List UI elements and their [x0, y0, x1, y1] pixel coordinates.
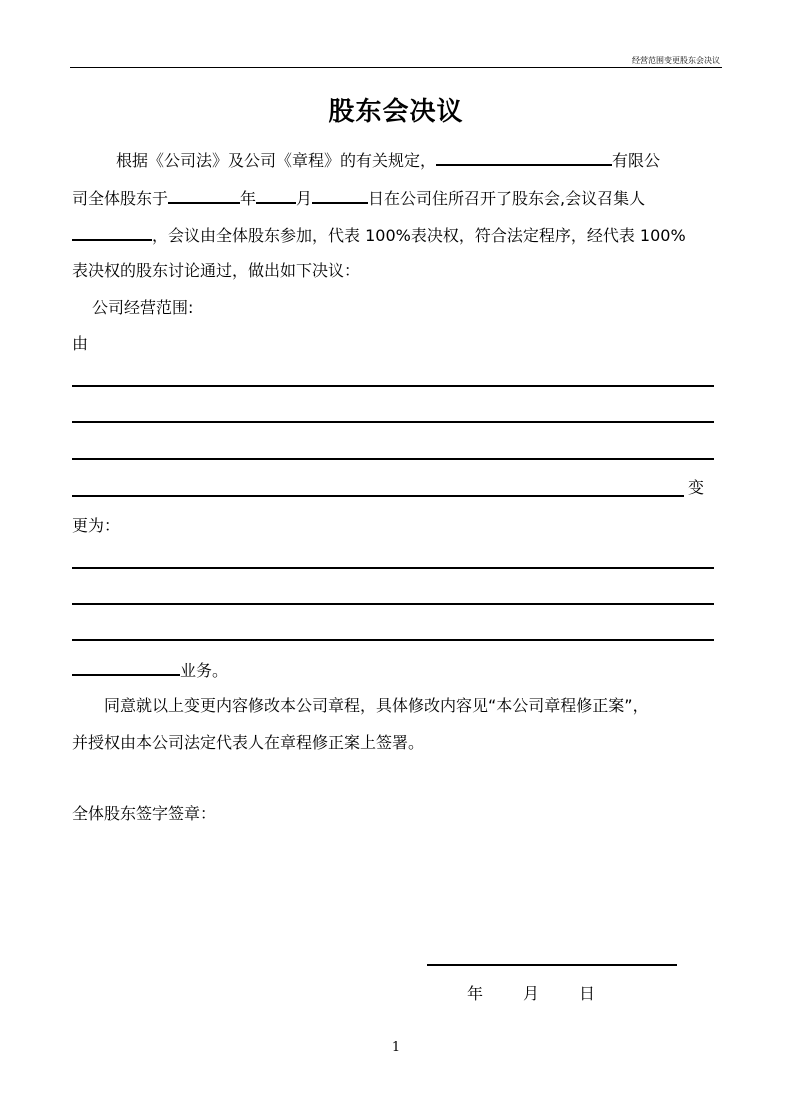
new-scope-line-3 — [72, 639, 714, 641]
original-scope-line-4 — [72, 495, 684, 497]
original-scope-line-1 — [72, 385, 714, 387]
date-month-label: 月 — [523, 984, 540, 1003]
company-suffix-text: 有限公 — [612, 151, 661, 170]
meeting-date-intro: 司全体股东于 — [72, 189, 169, 208]
resolution-intro-text: 表决权的股东讨论通过，做出如下决议： — [72, 261, 361, 280]
date-year-label: 年 — [467, 984, 484, 1003]
change-char: 变 — [688, 478, 705, 497]
consent-line-1: 同意就以上变更内容修改本公司章程，具体修改内容见“本公司章程修正案”， — [104, 696, 649, 715]
document-title: 股东会决议 — [328, 97, 464, 127]
signature-label: 全体股东签字签章： — [72, 804, 217, 823]
paragraph-line-1 — [116, 148, 660, 172]
signature-line — [427, 964, 677, 966]
business-suffix-text: 业务。 — [180, 661, 229, 680]
new-scope-final-line — [72, 658, 228, 682]
paragraph-line-3 — [72, 223, 686, 247]
original-scope-line-3 — [72, 458, 714, 460]
paragraph-line-2 — [72, 186, 645, 210]
original-scope-line-2 — [72, 421, 714, 423]
day-blank — [312, 186, 368, 204]
legal-basis-text: 根据《公司法》及公司《章程》的有关规定， — [116, 151, 437, 170]
convener-blank — [72, 223, 152, 241]
company-name-blank — [436, 148, 612, 166]
new-scope-final-blank — [72, 658, 180, 676]
meeting-location-text: 日在公司住所召开了股东会,会议召集人 — [368, 189, 646, 208]
new-scope-line-2 — [72, 603, 714, 605]
year-label: 年 — [240, 189, 257, 208]
date-day-label: 日 — [579, 984, 596, 1003]
from-label: 由 — [72, 334, 89, 353]
header-divider — [70, 67, 722, 68]
page-number: 1 — [391, 1040, 401, 1055]
month-blank — [256, 186, 296, 204]
month-label: 月 — [296, 189, 313, 208]
change-to-label: 更为： — [72, 516, 121, 535]
paragraph-line-4 — [72, 260, 360, 282]
page-header-label: 经营范围变更股东会决议 — [632, 56, 720, 65]
attendance-text: ，会议由全体股东参加，代表 100%表决权，符合法定程序，经代表 100% — [152, 226, 686, 245]
consent-line-2: 并授权由本公司法定代表人在章程修正案上签署。 — [72, 733, 425, 752]
year-blank — [168, 186, 240, 204]
new-scope-line-1 — [72, 567, 714, 569]
business-scope-label: 公司经营范围: — [92, 298, 194, 317]
